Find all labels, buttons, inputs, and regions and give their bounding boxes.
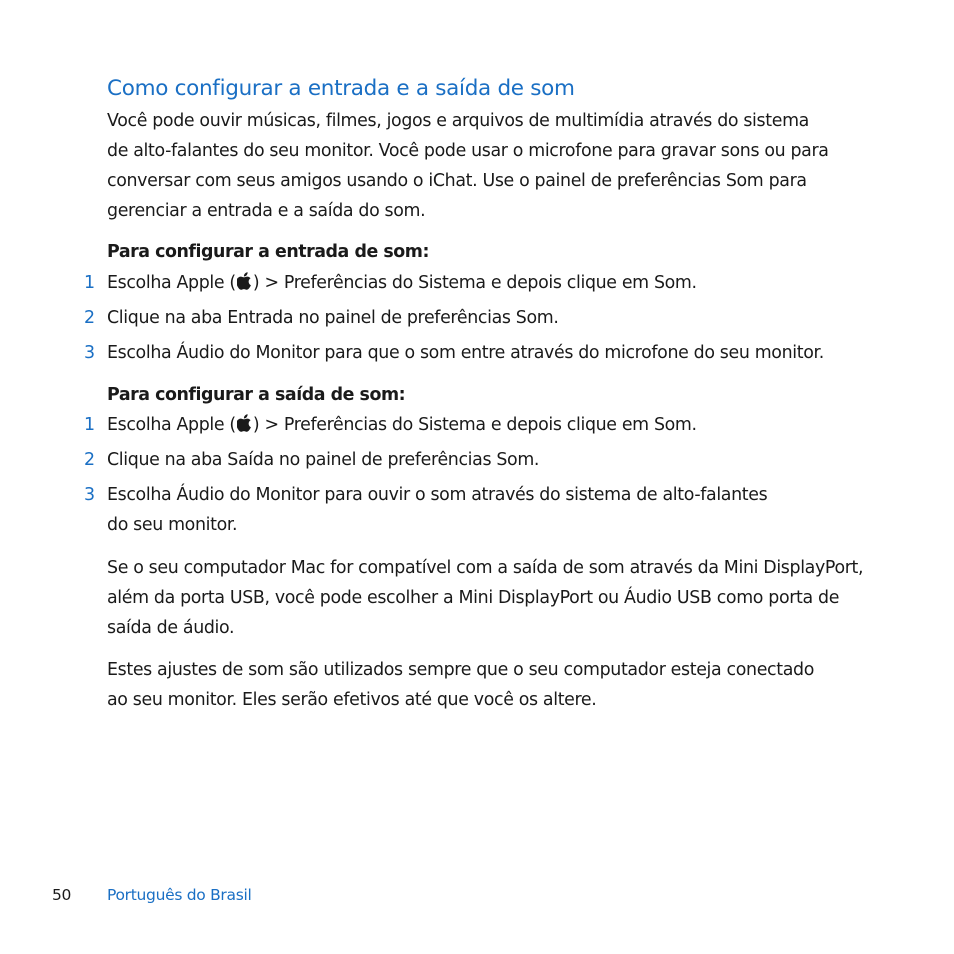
step-text — [107, 410, 697, 440]
step-text: Clique na aba Entrada no painel de preferências Som. — [107, 308, 559, 328]
step-number: 3 — [84, 485, 95, 505]
step-text: Escolha Áudio do Monitor para que o som entre através do microfone do seu monitor. — [107, 343, 824, 363]
output-setup-heading: Para configurar a saída de som: — [107, 385, 406, 405]
input-setup-heading: Para configurar a entrada de som: — [107, 242, 429, 262]
step-number: 2 — [84, 450, 95, 470]
page-number: 50 — [52, 886, 72, 904]
note-line: saída de áudio. — [107, 618, 235, 638]
step-text-continuation: do seu monitor. — [107, 515, 238, 535]
intro-paragraph — [107, 106, 829, 226]
step-number: 1 — [84, 273, 95, 293]
step-text: Clique na aba Saída no painel de preferências Som. — [107, 450, 540, 470]
apple-logo-icon — [237, 272, 252, 290]
footer-language: Português do Brasil — [107, 886, 252, 904]
step-text-before-icon: Escolha Apple ( — [107, 273, 236, 293]
step-number: 2 — [84, 308, 95, 328]
step-text-after-icon: ) > Preferências do Sistema e depois clique em Som. — [252, 273, 697, 293]
step-number: 3 — [84, 343, 95, 363]
step-text-after-icon: ) > Preferências do Sistema e depois clique em Som. — [252, 415, 697, 435]
section-title: Como configurar a entrada e a saída de som — [107, 76, 575, 101]
intro-line: gerenciar a entrada e a saída do som. — [107, 201, 426, 221]
step-number: 1 — [84, 415, 95, 435]
apple-logo-icon — [237, 414, 252, 432]
note-line: Se o seu computador Mac for compatível com a saída de som através da Mini DisplayPort, — [107, 558, 864, 578]
note-line: ao seu monitor. Eles serão efetivos até que você os altere. — [107, 690, 597, 710]
step-text-before-icon: Escolha Apple ( — [107, 415, 236, 435]
note-paragraph — [107, 553, 863, 643]
note-paragraph — [107, 655, 814, 715]
step-text: Escolha Áudio do Monitor para ouvir o som através do sistema de alto-falantes — [107, 485, 768, 505]
intro-line: Você pode ouvir músicas, filmes, jogos e arquivos de multimídia através do sistema — [107, 111, 809, 131]
step-text — [107, 268, 697, 298]
intro-line: conversar com seus amigos usando o iChat. Use o painel de preferências Som para — [107, 171, 807, 191]
note-line: além da porta USB, você pode escolher a Mini DisplayPort ou Áudio USB como porta de — [107, 588, 840, 608]
intro-line: de alto-falantes do seu monitor. Você pode usar o microfone para gravar sons ou para — [107, 141, 829, 161]
note-line: Estes ajustes de som são utilizados sempre que o seu computador esteja conectado — [107, 660, 815, 680]
